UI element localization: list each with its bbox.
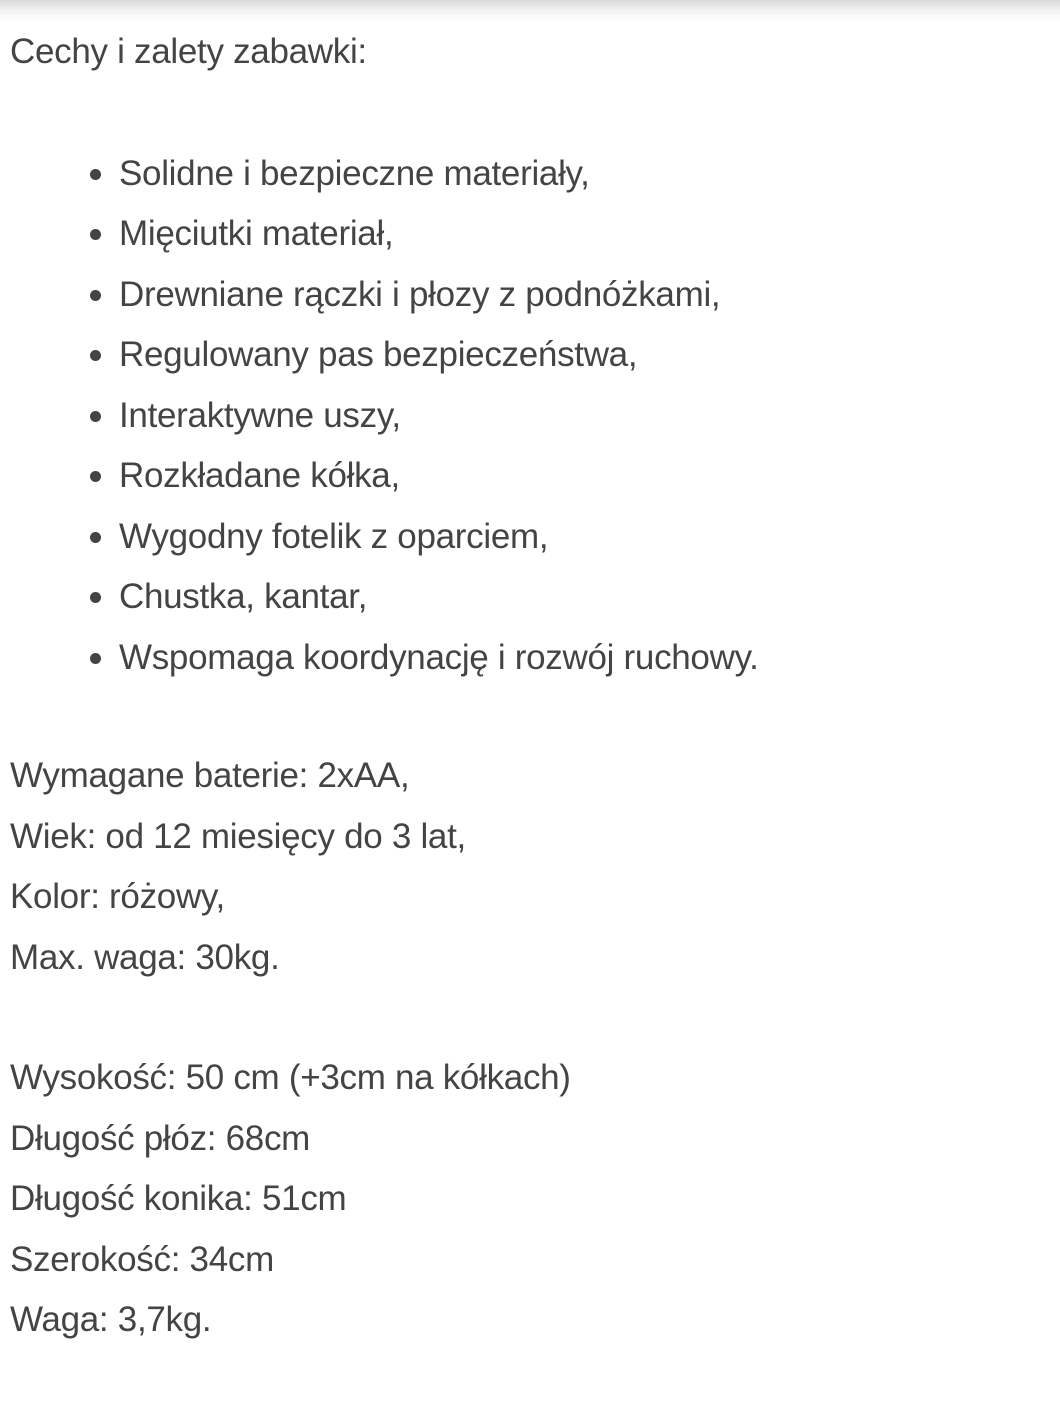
bullet-icon <box>90 653 101 664</box>
feature-item <box>90 628 1050 689</box>
product-description <box>10 22 1050 1351</box>
dimension-weight: Waga: 3,7kg. <box>10 1300 212 1339</box>
feature-text: Interaktywne uszy, <box>119 395 401 435</box>
feature-text: Rozkładane kółka, <box>119 456 400 495</box>
bullet-icon <box>90 350 101 361</box>
bullet-icon <box>90 411 101 422</box>
bullet-icon <box>90 592 101 603</box>
dimension-horse-length: Długość konika: 51cm <box>10 1179 347 1218</box>
feature-text: Drewniane rączki i płozy z podnóżkami, <box>119 274 721 314</box>
bullet-icon <box>90 290 101 301</box>
feature-text: Wygodny fotelik z oparciem, <box>119 516 549 556</box>
feature-text: Chustka, kantar, <box>119 577 368 616</box>
bullet-icon <box>90 471 101 482</box>
feature-item <box>90 265 1050 326</box>
feature-text: Mięciutki materiał, <box>119 214 394 253</box>
feature-item <box>90 325 1050 386</box>
feature-text: Wspomaga koordynację i rozwój ruchowy. <box>119 637 759 677</box>
features-heading: Cechy i zalety zabawki: <box>10 32 367 71</box>
bullet-icon <box>90 532 101 543</box>
feature-item <box>90 446 1050 507</box>
feature-item <box>90 144 1050 205</box>
feature-item <box>90 507 1050 568</box>
bullet-icon <box>90 169 101 180</box>
feature-text: Solidne i bezpieczne materiały, <box>119 153 590 193</box>
feature-item <box>90 386 1050 447</box>
spec-color: Kolor: różowy, <box>10 877 225 916</box>
spec-batteries: Wymagane baterie: 2xAA, <box>10 756 410 795</box>
spec-max-weight: Max. waga: 30kg. <box>10 937 280 977</box>
spec-age: Wiek: od 12 miesięcy do 3 lat, <box>10 816 466 856</box>
specs-block <box>10 746 1050 988</box>
dimension-width: Szerokość: 34cm <box>10 1239 274 1279</box>
features-list <box>10 144 1050 689</box>
feature-item <box>90 567 1050 628</box>
feature-text: Regulowany pas bezpieczeństwa, <box>119 335 638 374</box>
dimensions-block <box>10 1048 1050 1351</box>
top-shadow <box>0 0 1060 22</box>
feature-item <box>90 204 1050 265</box>
dimension-height: Wysokość: 50 cm (+3cm na kółkach) <box>10 1058 571 1097</box>
bullet-icon <box>90 229 101 240</box>
dimension-runner-length: Długość płóz: 68cm <box>10 1118 311 1158</box>
